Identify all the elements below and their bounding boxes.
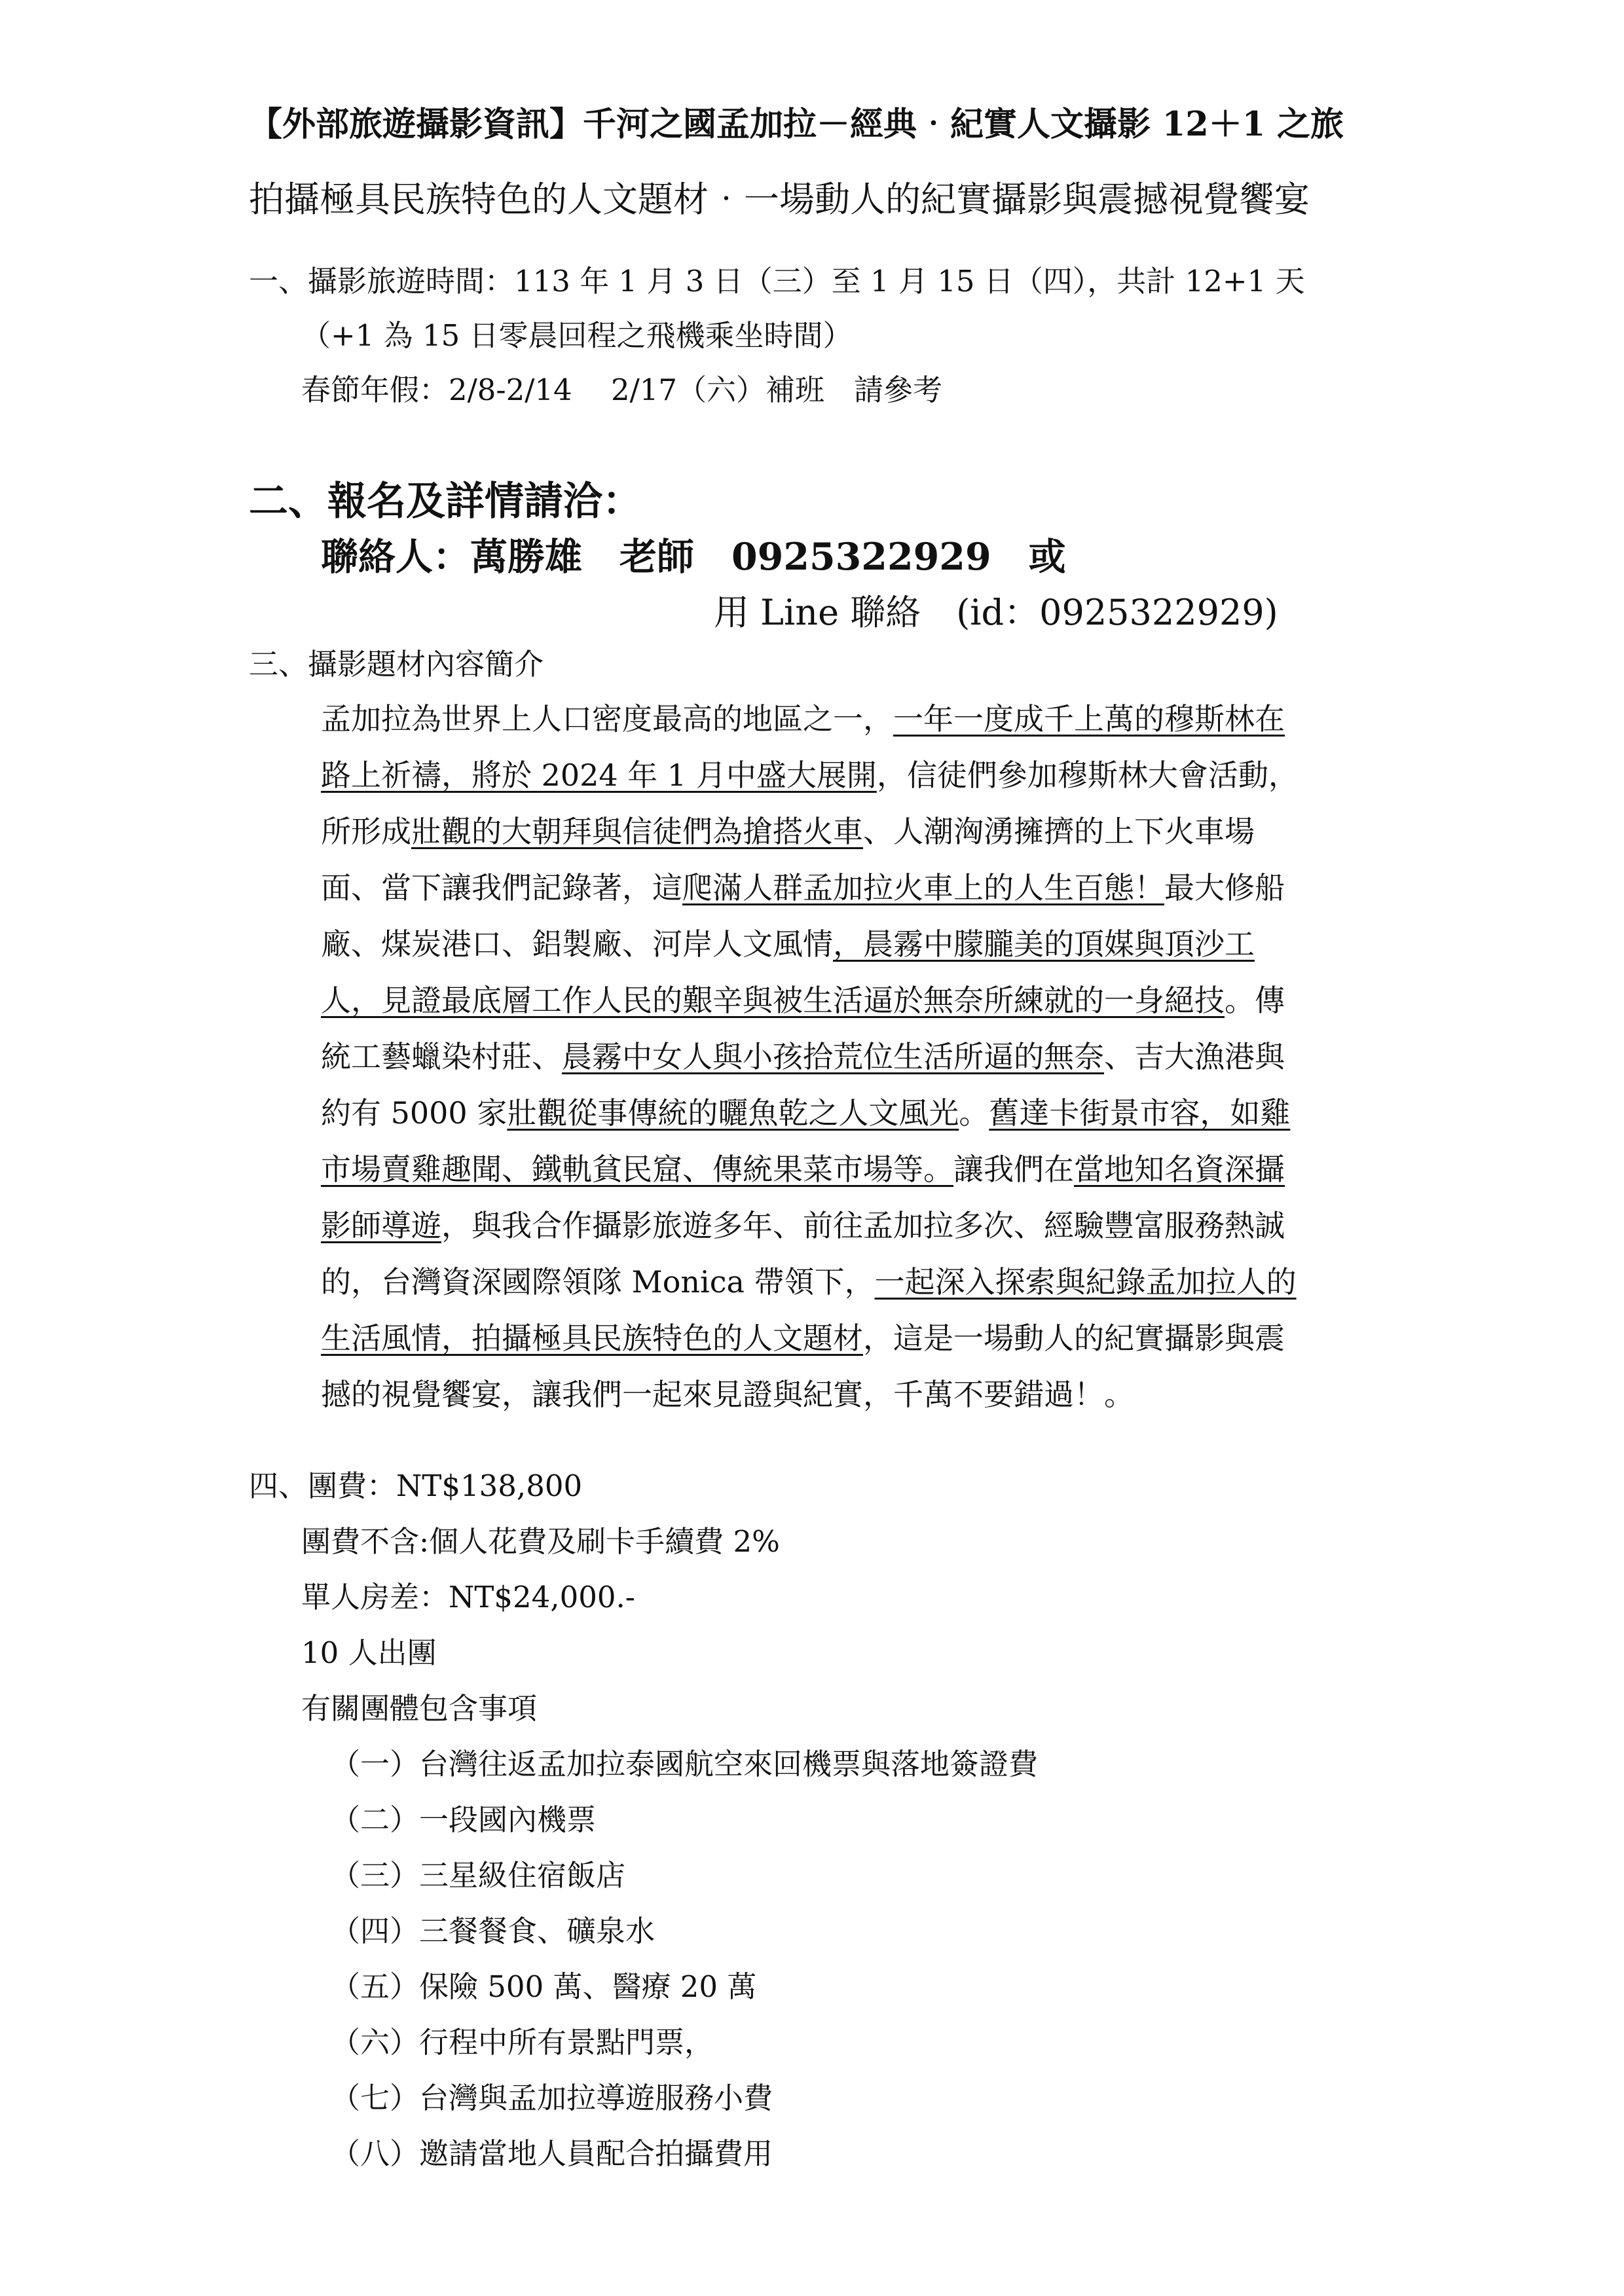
fee-note: 單人房差：NT$24,000.- (301, 1580, 635, 1614)
paragraph-line (321, 691, 1401, 747)
topic-paragraph (321, 691, 1401, 1423)
fee-note: 10 人出團 (301, 1635, 437, 1670)
fee-note: 團費不含:個人花費及刷卡手續費 2% (301, 1524, 780, 1559)
included-item: （一）台灣往返孟加拉泰國航空來回機票與落地簽證費 (331, 1747, 1039, 1781)
paragraph-line (321, 1254, 1401, 1310)
underlined-text: 一年一度成千上萬的穆斯林在 (893, 701, 1285, 737)
paragraph-line (321, 860, 1401, 916)
contact-heading: 二、報名及詳情請洽： (249, 479, 642, 524)
schedule-line: 一、攝影旅遊時間：113 年 1 月 3 日（三）至 1 月 15 日（四），共計 12+1 天 (249, 264, 1305, 299)
paragraph-text: 的，台灣資深國際領隊 Monica 帶領下， (321, 1264, 875, 1300)
paragraph-text: 約有 5000 家 (321, 1095, 507, 1131)
underlined-text: 一起深入探索與紀錄孟加拉人的 (874, 1264, 1297, 1300)
underlined-text: 市場賣雞趣聞、鐵軌貧民窟、傳統果菜市場等。 (321, 1152, 953, 1187)
paragraph-text: ，信徒們參加穆斯林大會活動， (876, 757, 1299, 793)
included-item: （二）一段國內機票 (331, 1802, 597, 1837)
paragraph-text: ，與我合作攝影旅遊多年、前往孟加拉多次、經驗豐富服務熱誠 (441, 1208, 1285, 1243)
paragraph-line (321, 747, 1401, 803)
underlined-text: 當地知名資深攝 (1074, 1152, 1285, 1187)
paragraph-text: 、人潮洶湧擁擠的上下火車場 (863, 814, 1255, 849)
included-item: （七）台灣與孟加拉導遊服務小費 (331, 2081, 773, 2115)
included-item: （五）保險 500 萬、醫療 20 萬 (331, 1969, 757, 2004)
schedule-note: （+1 為 15 日零晨回程之飛機乘坐時間） (301, 318, 853, 353)
paragraph-line (321, 916, 1401, 972)
paragraph-text: 面、當下讓我們記錄著，這 (321, 870, 682, 905)
paragraph-text: 。傳 (1225, 983, 1285, 1018)
underlined-text: 晨霧中女人與小孩拾荒位生活所逼的無奈 (562, 1039, 1104, 1074)
paragraph-text: 最大修船 (1164, 870, 1285, 905)
paragraph-line (321, 803, 1401, 860)
paragraph-text: 孟加拉為世界上人口密度最高的地區之一， (321, 701, 893, 737)
paragraph-text: 統工藝蠟染村莊、 (321, 1039, 562, 1074)
paragraph-text: 撼的視覺饗宴，讓我們一起來見證與紀實，千萬不要錯過！。 (321, 1377, 1134, 1412)
paragraph-line (321, 1085, 1401, 1141)
paragraph-line (321, 972, 1401, 1029)
holiday-note: 春節年假：2/8-2/14 2/17（六）補班 請參考 (301, 373, 943, 407)
underlined-text: 爬滿人群孟加拉火車上的人生百態！ (682, 870, 1164, 905)
underlined-text: 壯觀的大朝拜與信徒們為搶搭火車 (411, 814, 863, 849)
contact-person: 聯絡人：萬勝雄 老師 0925322929 或 (321, 535, 1066, 579)
page-title: 【外部旅遊攝影資訊】千河之國孟加拉－經典‧紀實人文攝影 12＋1 之旅 (249, 105, 1344, 144)
underlined-text: 壯觀從事傳統的曬魚乾之人文風光 (507, 1095, 959, 1131)
underlined-text: 路上祈禱，將於 2024 年 1 月中盛大展開 (321, 757, 877, 793)
underlined-text: 影師導遊 (321, 1208, 441, 1243)
underlined-text: 生活風情，拍攝極具民族特色的人文題材 (321, 1321, 863, 1356)
underlined-text: 人，見證最底層工作人民的艱辛與被生活逼於無奈所練就的一身絕技 (321, 983, 1225, 1018)
included-item: （六）行程中所有景點門票， (331, 2025, 714, 2060)
paragraph-text: 所形成 (321, 814, 411, 849)
paragraph-text: ，這是一場動人的紀實攝影與震 (863, 1321, 1285, 1356)
underlined-text: 舊達卡街景市容，如雞 (989, 1095, 1291, 1131)
paragraph-text: 。 (959, 1095, 989, 1131)
paragraph-line (321, 1310, 1401, 1366)
page-subtitle: 拍攝極具民族特色的人文題材‧一場動人的紀實攝影與震撼視覺饗宴 (249, 179, 1310, 220)
included-item: （三）三星級住宿飯店 (331, 1858, 626, 1893)
line-contact: 用 Line 聯絡 (id：0925322929) (714, 592, 1278, 633)
underlined-text: ，晨霧中朦朧美的頂媒與頂沙工 (833, 926, 1255, 962)
topic-heading: 三、攝影題材內容簡介 (249, 647, 544, 682)
included-item: （四）三餐餐食、礦泉水 (331, 1914, 655, 1948)
paragraph-line (321, 1366, 1401, 1423)
paragraph-line (321, 1141, 1401, 1197)
included-item: （八）邀請當地人員配合拍攝費用 (331, 2136, 773, 2171)
paragraph-text: 讓我們在 (953, 1152, 1074, 1187)
paragraph-text: 、吉大漁港與 (1104, 1039, 1285, 1074)
fee-heading: 四、團費：NT$138,800 (249, 1468, 583, 1503)
fee-note: 有關團體包含事項 (301, 1691, 538, 1726)
paragraph-line (321, 1029, 1401, 1085)
paragraph-line (321, 1197, 1401, 1254)
paragraph-text: 廠、煤炭港口、鋁製廠、河岸人文風情 (321, 926, 833, 962)
